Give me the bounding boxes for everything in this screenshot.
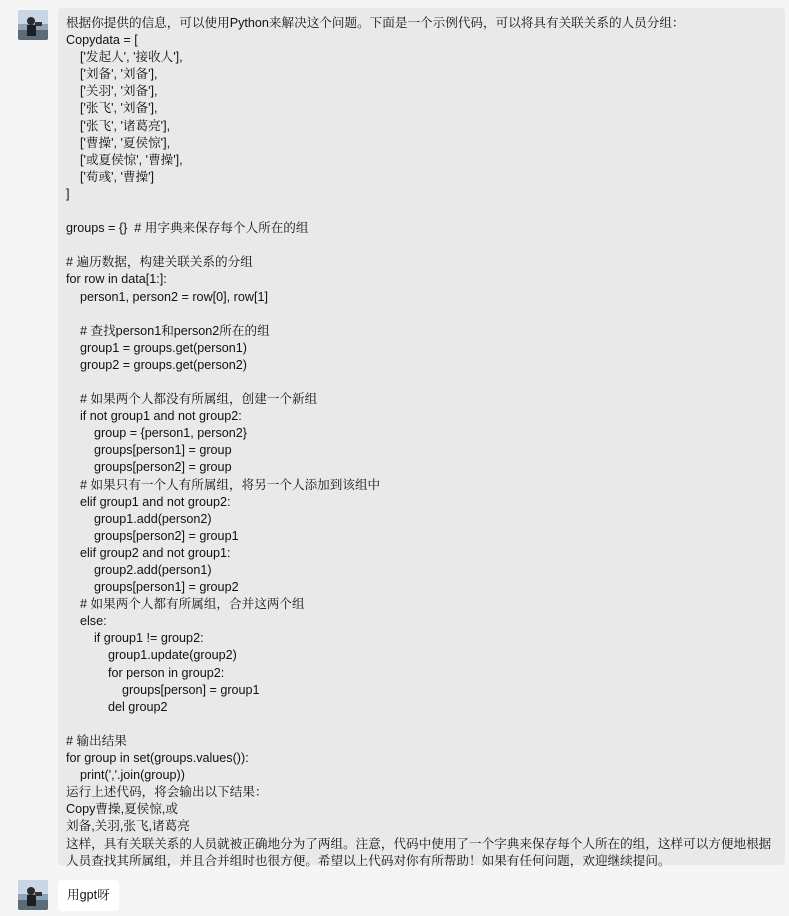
message-line: for person in group2: <box>66 665 225 680</box>
message-line: # 如果两个人都有所属组，合并这两个组 <box>66 597 305 612</box>
message-line <box>66 237 777 254</box>
assistant-message-bubble <box>58 8 785 868</box>
message-line: groups[person2] = group <box>66 460 232 475</box>
message-line: Copy曹操,夏侯惊,或 <box>66 802 178 817</box>
message-line: # 如果只有一个人有所属组，将另一个人添加到该组中 <box>66 477 381 492</box>
message-line: del group2 <box>66 699 168 714</box>
message-line: Copydata = [ <box>66 33 138 48</box>
message-line: groups[person1] = group2 <box>66 580 239 595</box>
message-line: groups[person] = group1 <box>66 682 260 697</box>
message-line: group2.add(person1) <box>66 563 212 577</box>
message-line: elif group2 and not group1: <box>66 545 231 560</box>
message-line: group1 = groups.get(person1) <box>66 340 247 355</box>
message-line: # 查找person1和person2所在的组 <box>66 323 270 338</box>
message-line: group2 = groups.get(person2) <box>66 357 247 372</box>
message-line: group = {person1, person2} <box>66 426 247 441</box>
message-line: elif group1 and not group2: <box>66 494 231 509</box>
message-line: 根据你提供的信息，可以使用Python来解决这个问题。下面是一个示例代码，可以将具有关联关系的人员分组： <box>66 16 685 30</box>
message-line: groups = {} # 用字典来保存每个人所在的组 <box>66 221 309 236</box>
message-line <box>66 716 777 733</box>
message-line <box>66 306 777 323</box>
message-line: 运行上述代码，将会输出以下结果： <box>66 785 268 800</box>
message-line: groups[person1] = group <box>66 443 232 458</box>
user-message-bubble <box>58 880 119 911</box>
message-line: print(','.join(group)) <box>66 768 185 783</box>
message-line: # 输出结果 <box>66 733 127 748</box>
message-line: # 遍历数据，构建关联关系的分组 <box>66 255 253 270</box>
message-closing-paragraph: 这样，具有关联关系的人员就被正确地分为了两组。注意，代码中使用了一个字典来保存每个人所在的组，这样可以方便地根据人员查找其所属组，并且合并组时也很方便。希望以上代码对你有所帮助！如果有任何问题，欢迎继续提问。 <box>66 836 772 868</box>
message-line: ] <box>66 186 70 201</box>
message-line: ['关羽', '刘备'], <box>66 84 158 99</box>
user-message-text: 用gpt呀 <box>67 888 110 902</box>
message-line: 刘备,关羽,张飞,诸葛亮 <box>66 819 190 834</box>
message-line: ['刘备', '刘备'], <box>66 67 158 82</box>
message-line: if not group1 and not group2: <box>66 409 242 424</box>
message-line: if group1 != group2: <box>66 631 204 646</box>
avatar[interactable] <box>18 880 48 910</box>
avatar[interactable] <box>18 10 48 40</box>
user-photo-avatar-icon <box>18 10 48 40</box>
user-photo-avatar-icon <box>18 880 48 910</box>
message-line: for row in data[1:]: <box>66 272 167 287</box>
message-line: else: <box>66 614 107 629</box>
message-line <box>66 374 777 391</box>
message-line: ['张飞', '刘备'], <box>66 101 158 116</box>
message-line: ['曹操', '夏侯惊'], <box>66 135 171 150</box>
message-line: person1, person2 = row[0], row[1] <box>66 289 268 304</box>
message-line: group1.add(person2) <box>66 511 212 526</box>
message-line: groups[person2] = group1 <box>66 528 239 543</box>
message-line: ['或夏侯惊', '曹操'], <box>66 152 183 167</box>
message-line: ['张飞', '诸葛亮'], <box>66 118 171 133</box>
message-line: # 如果两个人都没有所属组，创建一个新组 <box>66 392 318 407</box>
message-line: for group in set(groups.values()): <box>66 751 249 766</box>
message-line: group1.update(group2) <box>66 648 237 663</box>
message-line <box>66 203 777 220</box>
message-line: ['发起人', '接收人'], <box>66 50 183 65</box>
message-line: ['荀彧', '曹操'] <box>66 169 154 184</box>
